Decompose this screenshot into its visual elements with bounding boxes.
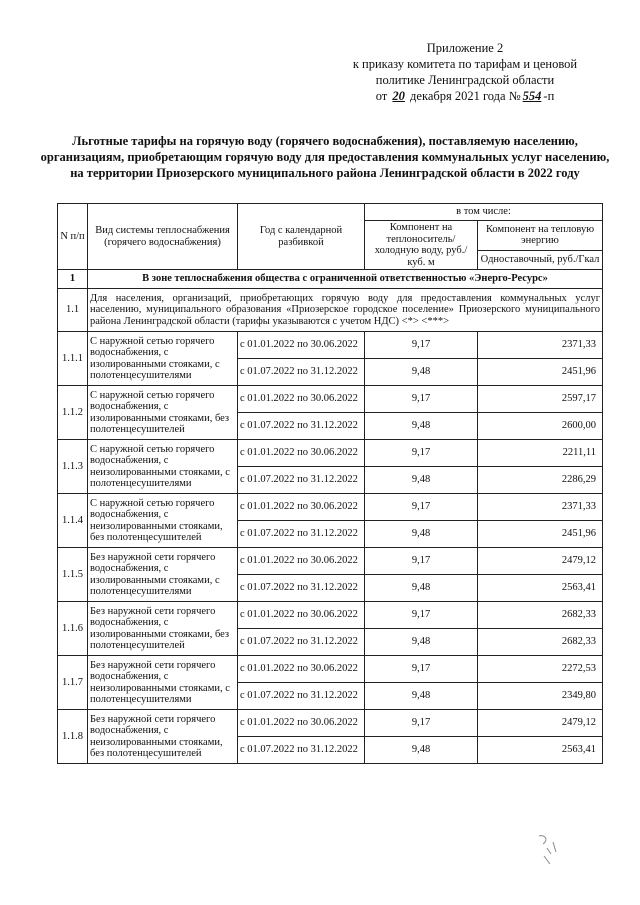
row-carrier: 9,17 [365, 440, 478, 467]
row-system: С наружной сетью горячего водоснабжения, с неизолированными стояками, с полотенцесушителями [88, 440, 238, 494]
row-energy: 2479,12 [478, 548, 603, 575]
row-period: с 01.07.2022 по 31.12.2022 [238, 467, 365, 494]
row-energy: 2600,00 [478, 413, 603, 440]
row-carrier: 9,48 [365, 521, 478, 548]
appendix-date-line [340, 88, 590, 104]
row-period: с 01.01.2022 по 30.06.2022 [238, 440, 365, 467]
row-carrier: 9,48 [365, 629, 478, 656]
row-energy: 2371,33 [478, 332, 603, 359]
row-energy: 2451,96 [478, 521, 603, 548]
scribble-mark [535, 830, 565, 870]
row-period: с 01.01.2022 по 30.06.2022 [238, 332, 365, 359]
appendix-line-2: к приказу комитета по тарифам и ценовой [352, 57, 578, 71]
row-system: Без наружной сети горячего водоснабжения, с неизолированными стояками, без полотенцесушителей [88, 710, 238, 764]
table-row [58, 494, 603, 521]
row-energy: 2682,33 [478, 602, 603, 629]
row-carrier: 9,17 [365, 332, 478, 359]
row-energy: 2211,11 [478, 440, 603, 467]
date-prefix: от [375, 89, 388, 103]
row-carrier: 9,17 [365, 602, 478, 629]
row-period: с 01.07.2022 по 31.12.2022 [238, 737, 365, 764]
row-num: 1.1.4 [58, 494, 88, 548]
table-row [58, 548, 603, 575]
table-row [58, 332, 603, 359]
row-energy: 2563,41 [478, 737, 603, 764]
row-carrier: 9,17 [365, 710, 478, 737]
row-num: 1.1.6 [58, 602, 88, 656]
row-num: 1.1.3 [58, 440, 88, 494]
appendix-header [340, 40, 590, 104]
date-day: 20 [392, 89, 405, 103]
row-energy: 2349,80 [478, 683, 603, 710]
row-period: с 01.01.2022 по 30.06.2022 [238, 548, 365, 575]
header-single-rate: Одноставочный, руб./Гкал [478, 250, 603, 269]
row-period: с 01.01.2022 по 30.06.2022 [238, 710, 365, 737]
date-middle: декабря 2021 года № [410, 89, 521, 103]
row-period: с 01.01.2022 по 30.06.2022 [238, 386, 365, 413]
row-energy: 2563,41 [478, 575, 603, 602]
row-period: с 01.01.2022 по 30.06.2022 [238, 494, 365, 521]
row-period: с 01.07.2022 по 31.12.2022 [238, 683, 365, 710]
row-system: Без наружной сети горячего водоснабжения, с изолированными стояками, с полотенцесушителями [88, 548, 238, 602]
row-num: 1.1.7 [58, 656, 88, 710]
order-number: 554 [522, 89, 542, 103]
row-period: с 01.01.2022 по 30.06.2022 [238, 656, 365, 683]
header-system: Вид системы теплоснабжения (горячего водоснабжения) [88, 204, 238, 270]
row-carrier: 9,17 [365, 548, 478, 575]
order-suffix: -п [543, 89, 555, 103]
row-energy: 2682,33 [478, 629, 603, 656]
table-row [58, 656, 603, 683]
row-energy: 2451,96 [478, 359, 603, 386]
row-carrier: 9,17 [365, 494, 478, 521]
row-carrier: 9,48 [365, 467, 478, 494]
row-carrier: 9,48 [365, 413, 478, 440]
row-system: С наружной сетью горячего водоснабжения, с неизолированными стояками, без полотенцесушителей [88, 494, 238, 548]
row-num: 1.1.1 [58, 332, 88, 386]
row-carrier: 9,48 [365, 737, 478, 764]
row-num: 1.1.5 [58, 548, 88, 602]
row-carrier: 9,48 [365, 575, 478, 602]
table-row [58, 710, 603, 737]
row-period: с 01.07.2022 по 31.12.2022 [238, 359, 365, 386]
header-year: Год с календарной разбивкой [238, 204, 365, 270]
table-row [58, 602, 603, 629]
row-energy: 2371,33 [478, 494, 603, 521]
appendix-line-1: Приложение 2 [426, 41, 504, 55]
subsection-num: 1.1 [58, 289, 88, 332]
section-title: В зоне теплоснабжения общества с ограниченной ответственностью «Энерго-Ресурс» [88, 270, 603, 289]
row-carrier: 9,48 [365, 683, 478, 710]
row-energy: 2597,17 [478, 386, 603, 413]
row-energy: 2479,12 [478, 710, 603, 737]
document-title: Льготные тарифы на горячую воду (горячего водоснабжения), поставляемую населению, организациям, приобретающим горячую воду для предоставления коммунальных услуг населению, на территории Приозерского муниципального района Ленинградской области в 2022 году [40, 134, 610, 180]
header-energy: Компонент на тепловую энергию [478, 221, 603, 251]
table-row [58, 386, 603, 413]
row-system: С наружной сетью горячего водоснабжения, с изолированными стояками, с полотенцесушителями [88, 332, 238, 386]
row-period: с 01.01.2022 по 30.06.2022 [238, 602, 365, 629]
row-num: 1.1.2 [58, 386, 88, 440]
tariff-table [57, 203, 603, 764]
row-system: Без наружной сети горячего водоснабжения, с изолированными стояками, без полотенцесушителей [88, 602, 238, 656]
row-system: Без наружной сети горячего водоснабжения, с неизолированными стояками, с полотенцесушителями [88, 656, 238, 710]
row-period: с 01.07.2022 по 31.12.2022 [238, 575, 365, 602]
table-row [58, 440, 603, 467]
row-period: с 01.07.2022 по 31.12.2022 [238, 521, 365, 548]
row-num: 1.1.8 [58, 710, 88, 764]
row-period: с 01.07.2022 по 31.12.2022 [238, 413, 365, 440]
row-carrier: 9,48 [365, 359, 478, 386]
section-num: 1 [58, 270, 88, 289]
row-energy: 2286,29 [478, 467, 603, 494]
subsection-text: Для населения, организаций, приобретающих горячую воду для предоставления коммунальных услуг населению, муниципального образования «Приозерское городское поселение» Приозерского муниципального района Ленинградской области (тарифы указываются с учетом НДС) <*> <***> [88, 289, 603, 332]
appendix-line-3: политике Ленинградской области [375, 73, 555, 87]
row-system: С наружной сетью горячего водоснабжения, с изолированными стояками, без полотенцесушителей [88, 386, 238, 440]
header-num: N п/п [58, 204, 88, 270]
header-carrier: Компонент на теплоноситель/холодную воду, руб./куб. м [365, 221, 478, 270]
row-carrier: 9,17 [365, 386, 478, 413]
row-energy: 2272,53 [478, 656, 603, 683]
row-period: с 01.07.2022 по 31.12.2022 [238, 629, 365, 656]
header-including: в том числе: [365, 204, 603, 221]
row-carrier: 9,17 [365, 656, 478, 683]
